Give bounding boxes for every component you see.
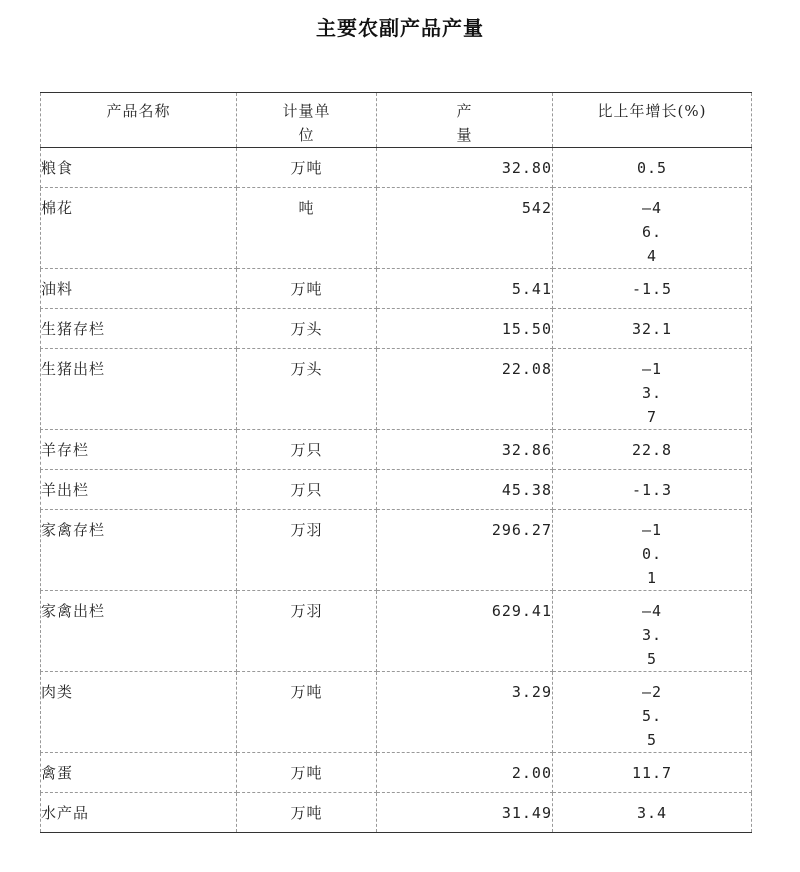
output-value-cell: 31.49: [377, 793, 553, 833]
header-yoy-change-label: 比上年增长(%): [597, 102, 707, 120]
yoy-change-cell: [553, 753, 752, 793]
product-name-cell: 肉类: [41, 672, 237, 753]
yoy-change-value: –25.5: [641, 683, 663, 749]
header-product-name-label: 产品名称: [106, 102, 171, 120]
yoy-change-value: –10.1: [641, 521, 663, 587]
table-row: [41, 753, 752, 793]
header-unit-label: 计量单位: [282, 102, 331, 144]
yoy-change-value: –46.4: [641, 199, 663, 265]
yoy-change-cell: [553, 510, 752, 591]
unit-cell: 万吨: [237, 148, 377, 188]
output-value-cell: 2.00: [377, 753, 553, 793]
unit-cell: 万羽: [237, 591, 377, 672]
unit-cell: 万吨: [237, 753, 377, 793]
product-name-cell: 羊出栏: [41, 470, 237, 510]
yoy-change-value: -1.3: [631, 481, 673, 499]
yoy-change-value: –13.7: [641, 360, 663, 426]
yoy-change-value: –43.5: [641, 602, 663, 668]
unit-cell: 吨: [237, 188, 377, 269]
table-row: [41, 591, 752, 672]
table-body: [41, 148, 752, 833]
yoy-change-value: 32.1: [631, 320, 673, 338]
table-row: [41, 309, 752, 349]
yoy-change-cell: [553, 309, 752, 349]
unit-cell: 万吨: [237, 269, 377, 309]
table-row: [41, 188, 752, 269]
table-header-row: [41, 93, 752, 148]
output-value-cell: 296.27: [377, 510, 553, 591]
yoy-change-cell: [553, 591, 752, 672]
unit-cell: 万头: [237, 309, 377, 349]
product-name-cell: 水产品: [41, 793, 237, 833]
yoy-change-cell: [553, 148, 752, 188]
output-value-cell: 629.41: [377, 591, 553, 672]
table-row: [41, 470, 752, 510]
product-name-cell: 油料: [41, 269, 237, 309]
table-row: [41, 148, 752, 188]
yoy-change-cell: [553, 188, 752, 269]
output-value-cell: 32.86: [377, 430, 553, 470]
yoy-change-value: 0.5: [636, 159, 668, 177]
page-title: 主要农副产品产量: [316, 16, 484, 40]
output-value-cell: 542: [377, 188, 553, 269]
header-output-label: 产量: [456, 102, 473, 144]
yoy-change-cell: [553, 269, 752, 309]
production-table: [40, 92, 752, 833]
unit-cell: 万只: [237, 470, 377, 510]
product-name-cell: 粮食: [41, 148, 237, 188]
product-name-cell: 羊存栏: [41, 430, 237, 470]
yoy-change-cell: [553, 470, 752, 510]
product-name-cell: 生猪出栏: [41, 349, 237, 430]
product-name-cell: 生猪存栏: [41, 309, 237, 349]
yoy-change-value: 3.4: [636, 804, 668, 822]
unit-cell: 万吨: [237, 793, 377, 833]
table-row: [41, 510, 752, 591]
table-row: [41, 672, 752, 753]
header-unit: [237, 93, 377, 148]
yoy-change-cell: [553, 793, 752, 833]
product-name-cell: 家禽存栏: [41, 510, 237, 591]
unit-cell: 万只: [237, 430, 377, 470]
output-value-cell: 3.29: [377, 672, 553, 753]
unit-cell: 万头: [237, 349, 377, 430]
output-value-cell: 32.80: [377, 148, 553, 188]
output-value-cell: 22.08: [377, 349, 553, 430]
yoy-change-value: -1.5: [631, 280, 673, 298]
output-value-cell: 45.38: [377, 470, 553, 510]
product-name-cell: 禽蛋: [41, 753, 237, 793]
yoy-change-cell: [553, 672, 752, 753]
table-row: [41, 349, 752, 430]
product-name-cell: 家禽出栏: [41, 591, 237, 672]
unit-cell: 万吨: [237, 672, 377, 753]
yoy-change-value: 11.7: [631, 764, 673, 782]
table-row: [41, 430, 752, 470]
yoy-change-cell: [553, 349, 752, 430]
product-name-cell: 棉花: [41, 188, 237, 269]
output-value-cell: 5.41: [377, 269, 553, 309]
unit-cell: 万羽: [237, 510, 377, 591]
table-row: [41, 793, 752, 833]
header-yoy-change: [553, 93, 752, 148]
yoy-change-value: 22.8: [631, 441, 673, 459]
header-product-name: [41, 93, 237, 148]
yoy-change-cell: [553, 430, 752, 470]
header-output: [377, 93, 553, 148]
table-row: [41, 269, 752, 309]
output-value-cell: 15.50: [377, 309, 553, 349]
